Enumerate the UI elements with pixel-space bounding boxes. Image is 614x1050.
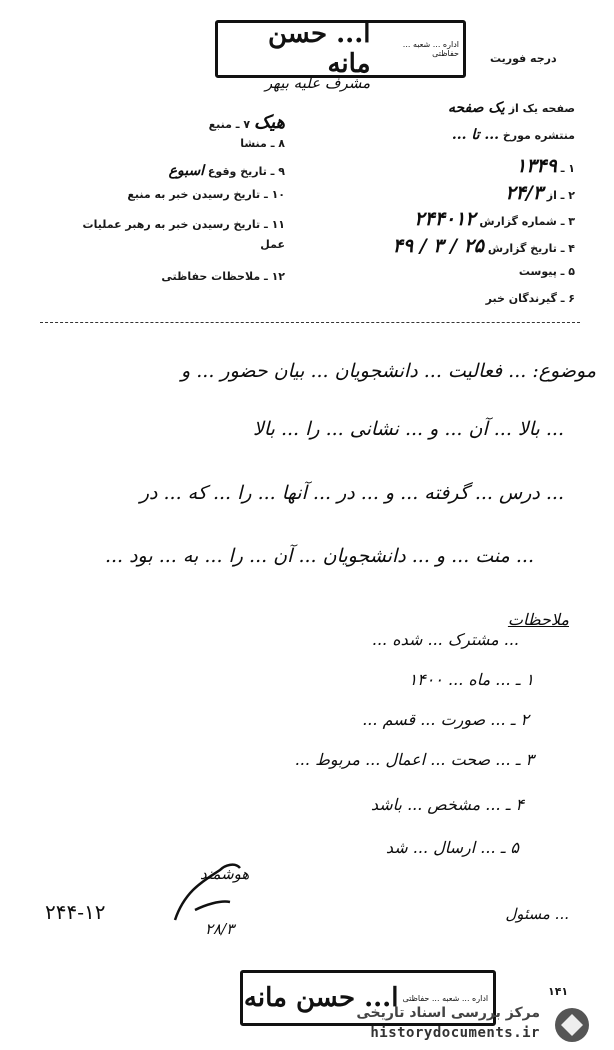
notes-line: ۱ ـ ... ماه ... ۱۴۰۰ [408,670,534,689]
signature-date: ۲۸/۳ [205,920,235,938]
stamp-title: ا... حسن مانه [268,19,371,79]
form-row [209,112,285,133]
notes-line: ۳ ـ ... صحت ... اعمال ... مربوط ... [294,750,534,769]
form-value: ۲۴۴۰۱۲ [414,208,476,230]
bottom-right-note: ... مسئول [505,905,569,923]
priority-label: درجه فوریت [490,52,557,65]
form-row [169,163,285,179]
form-row [260,238,285,251]
form-label: ۸ ـ منشا [240,137,285,150]
form-label: ۱۲ ـ ملاحظات حفاظتی [161,270,285,283]
body-line: ... منت ... و ... دانشجویان ... آن ... را ... به ... بود ... [104,545,534,567]
form-value: ۲۴/۳ [505,182,543,204]
form-row [448,100,575,116]
form-row [240,137,285,150]
header-stamp [215,20,466,78]
notes-line: ... مشترک ... شده ... [371,630,519,649]
form-row [161,270,285,283]
body-line: ... درس ... گرفته ... و ... در ... آنها ... را ... که ... در [139,482,564,504]
form-label: ۱۰ ـ تاریخ رسیدن خبر به منبع [127,188,285,201]
form-value: اسبوع [168,163,205,179]
notes-line: ۲ ـ ... صورت ... قسم ... [362,710,529,729]
form-value: هیک [253,112,285,133]
form-row [505,182,575,204]
notes-title: ملاحظات [507,610,569,629]
watermark [355,1005,605,1047]
watermark-text: مرکز بررسی اسناد تاریخی [356,1005,540,1021]
form-label: ۳ ـ شماره گزارش [479,215,575,228]
form-row [486,292,575,305]
form-row [393,235,575,257]
form-value: یک صفحه [448,100,505,116]
form-label: عمل [260,238,285,251]
header-divider [40,322,580,323]
form-value: ۲۵ / ۳ / ۴۹ [392,235,485,257]
notes-line: ۴ ـ ... مشخص ... باشد [370,795,524,814]
form-label: ۹ ـ تاریخ وقوع [207,165,285,178]
form-row [519,265,575,278]
form-value: ۱۳۴۹ [516,155,557,177]
form-row [452,127,575,143]
stamp-subtitle: اداره ... شعبه ... حفاظتی [402,40,459,58]
form-label: ۲ ـ از [546,189,575,202]
page-number: ۱۴۱ [548,985,569,998]
form-label: ۱ ـ [560,162,575,175]
body-line: موضوع: ... فعالیت ... دانشجویان ... بیان حضور ... و [181,360,596,382]
under-stamp-note: مشرف علیه بیهر [265,74,371,92]
body-line: ... بالا ... آن ... و ... نشانی ... را ... بالا [253,418,564,440]
form-row [83,218,285,231]
form-label: منتشره مورخ [502,129,575,142]
form-label: صفحه یک از [508,102,575,115]
document-number: ۲۴۴-۱۲ [45,900,106,924]
form-label: ۴ ـ تاریخ گزارش [487,242,575,255]
form-row [414,208,575,230]
form-value: ... تا ... [451,127,500,143]
stamp-subtitle: اداره ... شعبه ... حفاظتی [402,993,489,1003]
signature-name: هوشمند [200,865,250,883]
form-row [127,188,285,201]
form-label: ۷ ـ منبع [208,118,251,131]
notes-line: ۵ ـ ... ارسال ... شد [385,838,519,857]
form-label: ۱۱ ـ تاریخ رسیدن خبر به رهبر عملیات [82,218,285,231]
watermark-logo-icon [549,1005,595,1045]
form-row [516,155,575,177]
watermark-url: historydocuments.ir [370,1025,540,1041]
form-label: ۶ ـ گیرندگان خبر [485,292,575,305]
form-label: ۵ ـ پیوست [518,265,575,278]
stamp-title: ا... حسن مانه [243,983,399,1013]
